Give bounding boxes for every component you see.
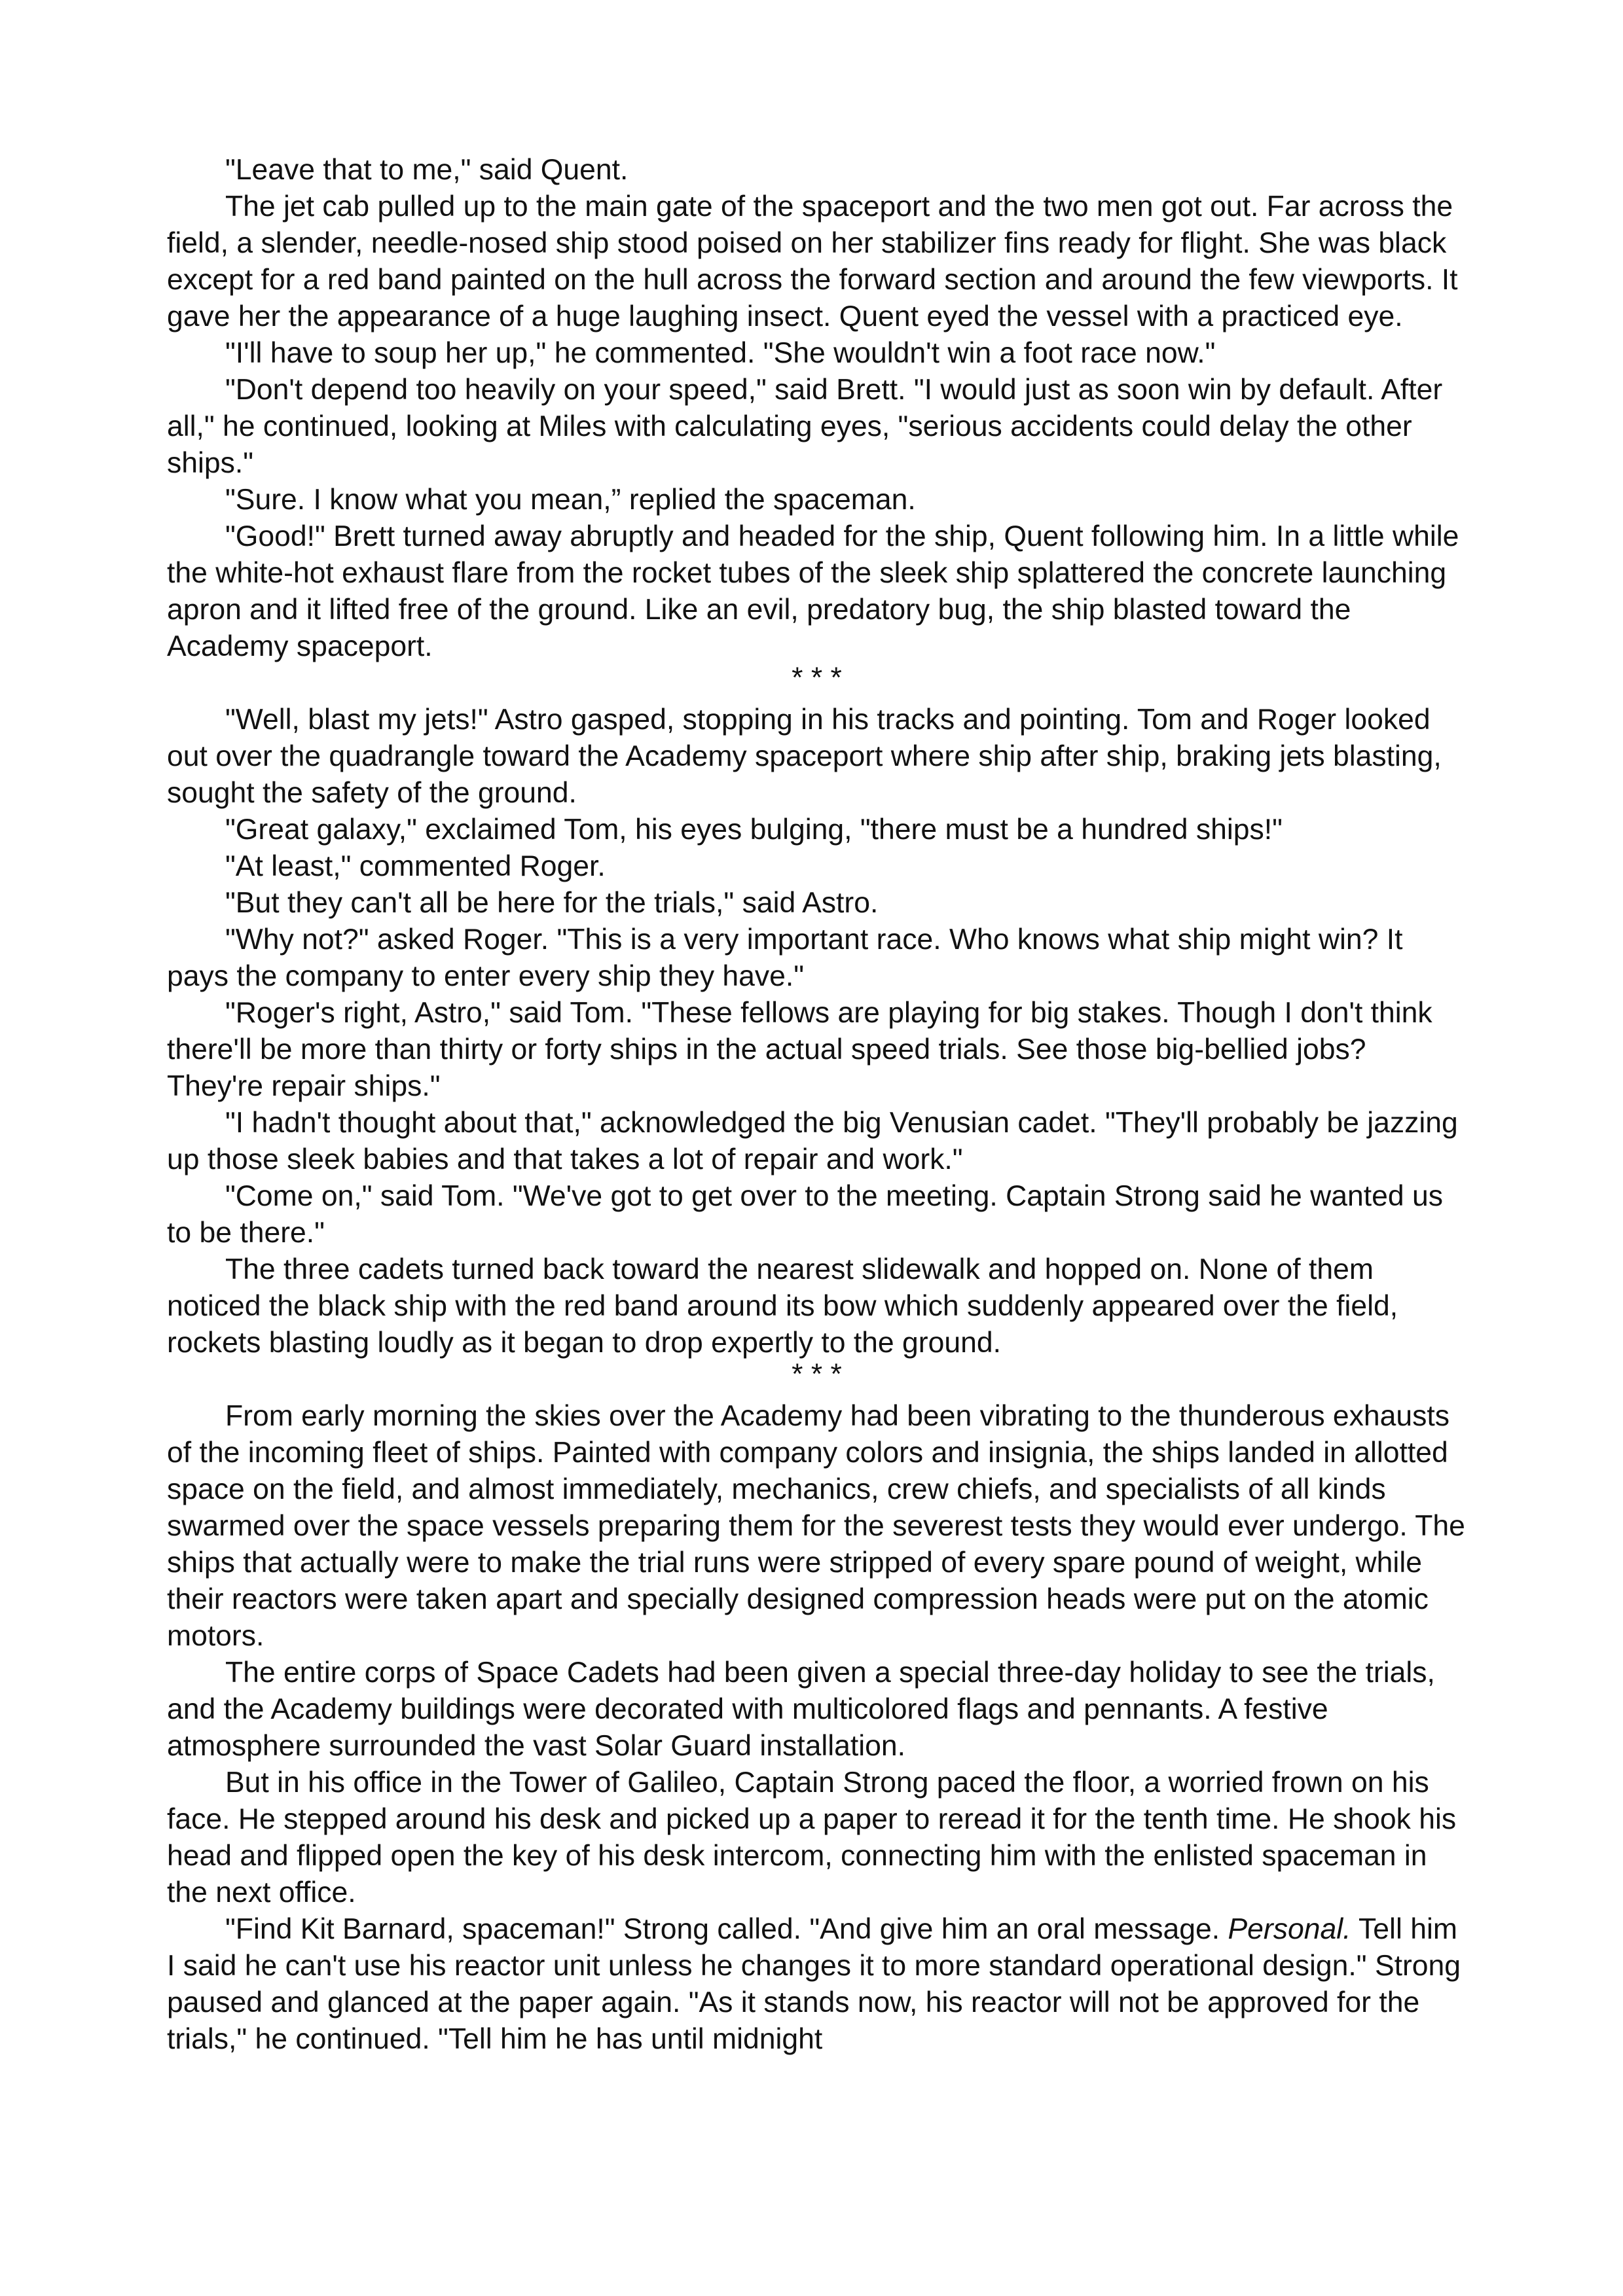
paragraph: "Good!" Brett turned away abruptly and headed for the ship, Quent following him. In a little while the white-hot exhaust flare from the rocket tubes of the sleek ship splattered the concrete launching apron and it lifted free of the ground. Like an evil, predatory bug, the ship blasted toward the Academy spaceport. [167, 520, 1459, 662]
paragraph: From early morning the skies over the Academy had been vibrating to the thunderous exhausts of the incoming fleet of ships. Painted with company colors and insignia, the ships landed in allotted space on the field, and almost immediately, mechanics, crew chiefs, and specialists of all kinds swarmed over the space vessels preparing them for the severest tests they would ever undergo. The ships that actually were to make the trial runs were stripped of every spare pound of weight, while their reactors were taken apart and specially designed compression heads were put on the atomic motors. [167, 1400, 1465, 1652]
paragraph: "I hadn't thought about that," acknowledged the big Venusian cadet. "They'll probably be jazzing up those sleek babies and that takes a lot of repair and work." [167, 1107, 1458, 1175]
paragraph: The jet cab pulled up to the main gate of the spaceport and the two men got out. Far across the field, a slender, needle-nosed ship stood poised on her stabilizer fins ready for flight. She was black except for a red band painted on the hull across the forward section and around the few viewports. It gave her the appearance of a huge laughing insect. Quent eyed the vessel with a practiced eye. [167, 190, 1458, 332]
paragraph: The entire corps of Space Cadets had been given a special three-day holiday to see the trials, and the Academy buildings were decorated with multicolored flags and pennants. A festive atmosphere surrounded the vast Solar Guard installation. [167, 1657, 1435, 1762]
document-page [167, 152, 1467, 2058]
paragraph-text: Tell him I said he can't use his reactor unit unless he changes it to more standard operational design." Strong paused and glanced at the paper again. "As it stands now, his reactor will not be approved for the trials," he continued. "Tell him he has until midnight [167, 1913, 1461, 2055]
paragraph: "Come on," said Tom. "We've got to get over to the meeting. Captain Strong said he wanted us to be there." [167, 1180, 1444, 1249]
paragraph: "At least," commented Roger. [225, 850, 606, 882]
paragraph: "Great galaxy," exclaimed Tom, his eyes bulging, "there must be a hundred ships!" [225, 814, 1283, 846]
paragraph: "I'll have to soup her up," he commented. "She wouldn't win a foot race now." [225, 337, 1216, 369]
emphasis-text: Personal. [1228, 1913, 1351, 1945]
paragraph: "Well, blast my jets!" Astro gasped, stopping in his tracks and pointing. Tom and Roger looked out over the quadrangle toward the Academy spaceport where ship after ship, braking jets blasting, sought the safety of the ground. [167, 704, 1442, 809]
paragraph: "Sure. I know what you mean,” replied the spaceman. [225, 484, 916, 516]
scene-separator: * * * [792, 1358, 842, 1390]
paragraph: "But they can't all be here for the trials," said Astro. [225, 887, 879, 919]
paragraph: The three cadets turned back toward the nearest slidewalk and hopped on. None of them noticed the black ship with the red band around its bow which suddenly appeared over the field, rockets blasting loudly as it began to drop expertly to the ground. [167, 1253, 1398, 1359]
paragraph: "Why not?" asked Roger. "This is a very important race. Who knows what ship might win? It pays the company to enter every ship they have." [167, 924, 1403, 992]
paragraph-text: "Find Kit Barnard, spaceman!" Strong called. "And give him an oral message. [225, 1913, 1228, 1945]
paragraph: "Leave that to me," said Quent. [225, 154, 629, 186]
scene-separator: * * * [792, 662, 842, 694]
paragraph [167, 1911, 1467, 2058]
paragraph: "Don't depend too heavily on your speed," said Brett. "I would just as soon win by default. After all," he continued, looking at Miles with calculating eyes, "serious accidents could delay the other ships." [167, 374, 1443, 479]
paragraph: But in his office in the Tower of Galileo, Captain Strong paced the floor, a worried frown on his face. He stepped around his desk and picked up a paper to reread it for the tenth time. He shook his head and flipped open the key of his desk intercom, connecting him with the enlisted spaceman in the next office. [167, 1767, 1457, 1909]
paragraph: "Roger's right, Astro," said Tom. "These fellows are playing for big stakes. Though I don't think there'll be more than thirty or forty ships in the actual speed trials. See those big-bellied jobs? They're repair ships." [167, 997, 1432, 1102]
